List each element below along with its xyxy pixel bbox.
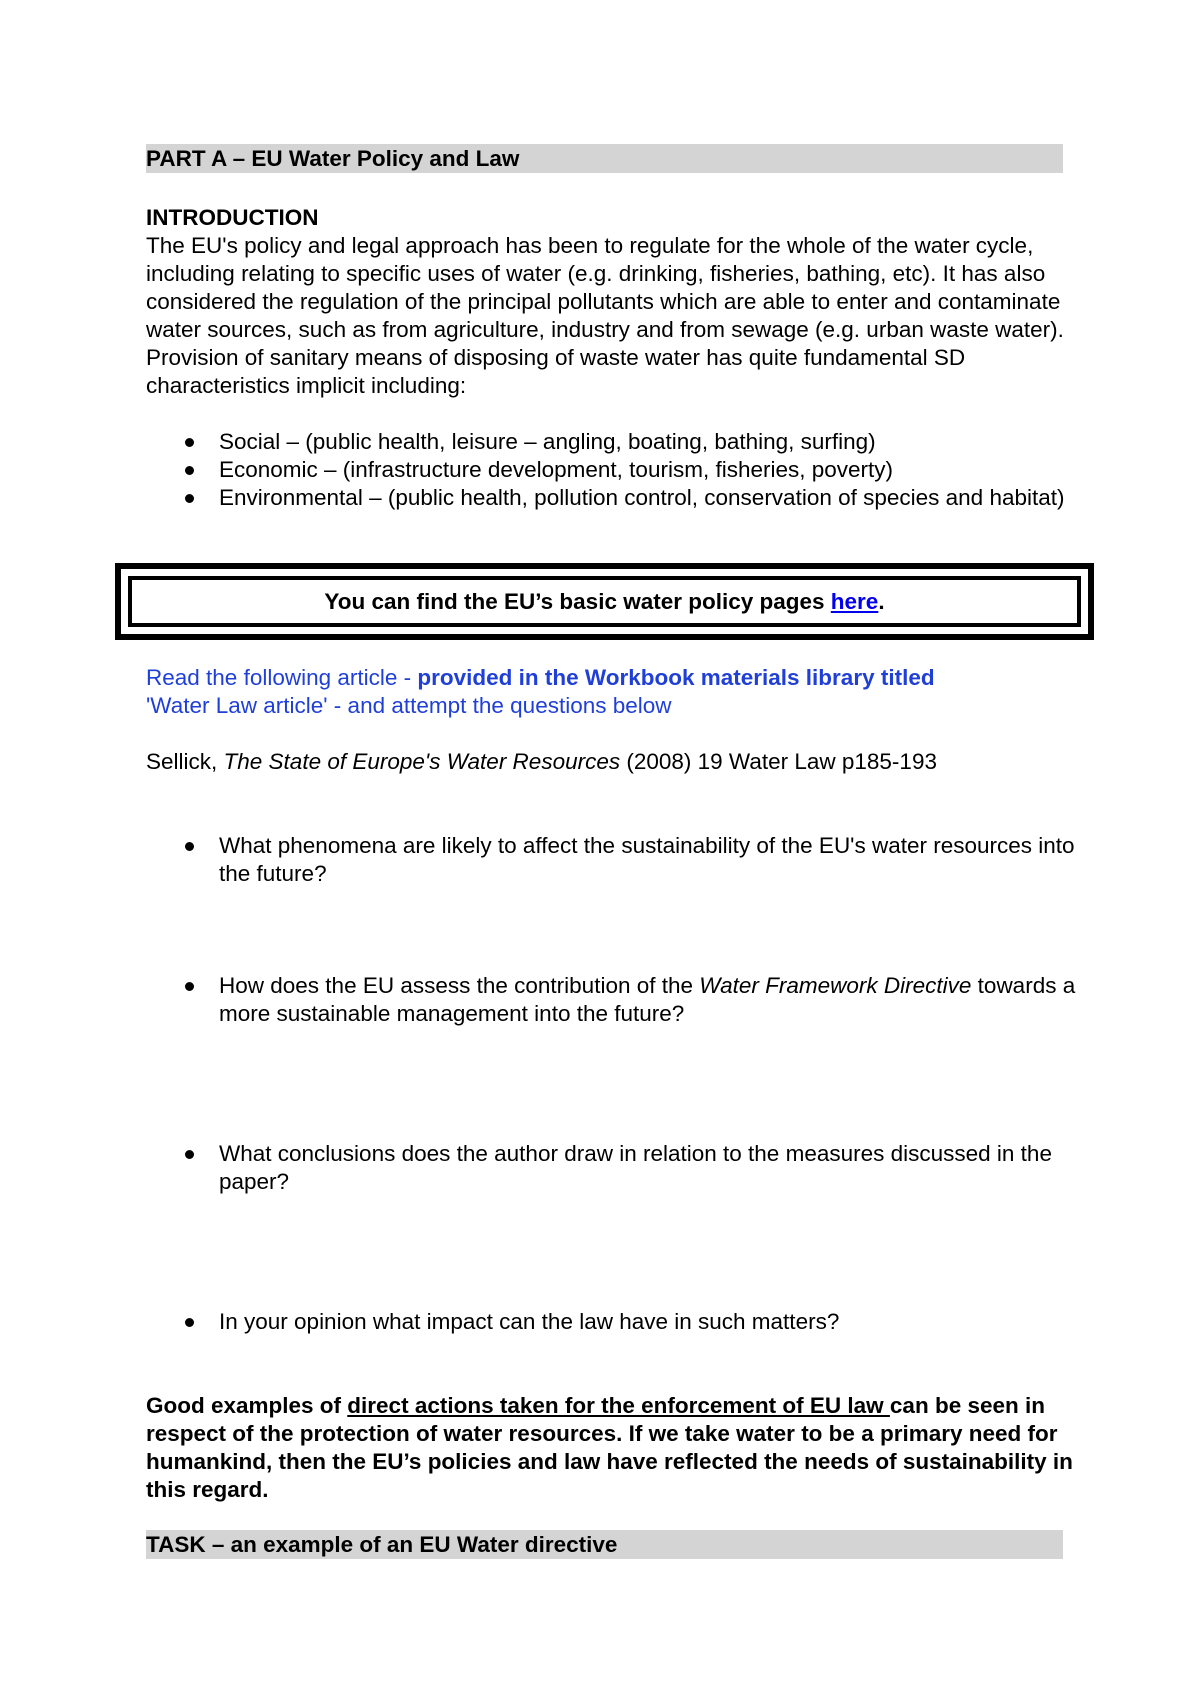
intro-body: The EU's policy and legal approach has been to regulate for the whole of the water cycle, including relating to specific uses of water (e.g. drinking, fisheries, bathing, etc). It has also considered the regulation of the principal pollutants which are able to enter and contaminate water sources, such as from agriculture, industry and from sewage (e.g. urban waste water). Provision of sanitary means of disposing of waste water has quite fundamental SD characteristics implicit including: bbox=[146, 233, 1064, 398]
reading-part3: 'Water Law article' - and attempt the questions below bbox=[146, 693, 672, 718]
bullet-text: Economic – (infrastructure development, tourism, fisheries, poverty) bbox=[219, 457, 894, 482]
bullet-icon bbox=[185, 1318, 194, 1327]
task-heading-text: TASK – an example of an EU Water directive bbox=[146, 1532, 618, 1557]
citation-author: Sellick, bbox=[146, 749, 224, 774]
bullet-icon bbox=[185, 494, 194, 503]
citation-title: The State of Europe's Water Resources bbox=[223, 749, 621, 774]
reading-part2: provided in the Workbook materials library titled bbox=[417, 665, 935, 690]
question-item bbox=[146, 972, 1076, 1028]
question-4: In your opinion what impact can the law have in such matters? bbox=[219, 1309, 840, 1334]
bullet-icon bbox=[185, 842, 194, 851]
question-3: What conclusions does the author draw in relation to the measures discussed in the paper? bbox=[219, 1141, 1052, 1194]
callout-text: You can find the EU’s basic water policy pages bbox=[324, 589, 831, 614]
bullet-text: Environmental – (public health, pollution control, conservation of species and habitat) bbox=[219, 485, 1065, 510]
bullet-icon bbox=[185, 466, 194, 475]
examples-paragraph bbox=[146, 1392, 1076, 1504]
citation bbox=[146, 748, 1076, 776]
examples-after: can be seen in respect of the protection of water resources. If we take water to be a primary need for humankind, then the EU’s policies and law have reflected the needs of sustainability in this regard. bbox=[146, 1393, 1073, 1502]
bullet-icon bbox=[185, 1150, 194, 1159]
policy-pages-link[interactable]: here bbox=[830, 589, 879, 614]
callout-period: . bbox=[878, 589, 885, 614]
policy-callout-box bbox=[115, 563, 1094, 640]
part-a-heading-text: PART A – EU Water Policy and Law bbox=[146, 146, 520, 171]
list-item bbox=[146, 456, 1076, 484]
citation-rest: (2008) 19 Water Law p185-193 bbox=[620, 749, 937, 774]
question-2-italic: Water Framework Directive bbox=[699, 973, 972, 998]
bullet-icon bbox=[185, 438, 194, 447]
task-heading bbox=[146, 1530, 1063, 1559]
question-item bbox=[146, 1140, 1076, 1196]
examples-before: Good examples of bbox=[146, 1393, 348, 1418]
question-item bbox=[146, 1308, 1076, 1336]
list-item bbox=[146, 484, 1076, 512]
bullet-text: Social – (public health, leisure – angling, boating, bathing, surfing) bbox=[219, 429, 876, 454]
list-item bbox=[146, 428, 1076, 456]
reading-instruction bbox=[146, 664, 1076, 720]
question-2-before: How does the EU assess the contribution of the bbox=[219, 973, 700, 998]
question-2-after: towards a more sustainable management into the future? bbox=[219, 973, 1076, 1026]
question-1: What phenomena are likely to affect the sustainability of the EU's water resources into the future? bbox=[219, 833, 1075, 886]
sd-bullet-list bbox=[146, 428, 1076, 512]
bullet-icon bbox=[185, 982, 194, 991]
question-item bbox=[146, 832, 1076, 888]
part-a-heading bbox=[146, 144, 1063, 173]
policy-callout-inner bbox=[128, 576, 1081, 627]
intro-section bbox=[146, 204, 1076, 400]
reading-part1: Read the following article - bbox=[146, 665, 418, 690]
examples-underlined: direct actions taken for the enforcement of EU law bbox=[347, 1393, 890, 1418]
intro-heading: INTRODUCTION bbox=[146, 205, 319, 230]
